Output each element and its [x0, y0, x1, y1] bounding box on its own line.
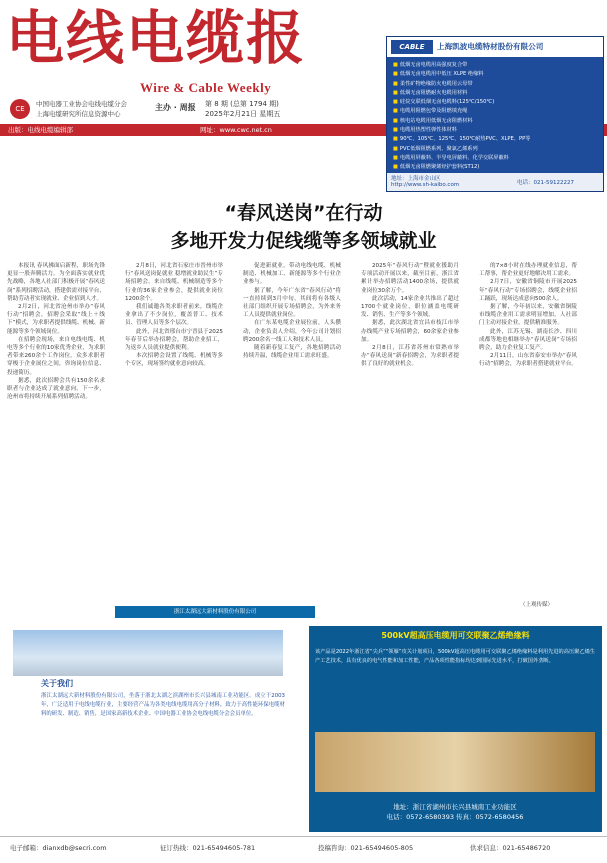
paragraph: 据了解，今年广东省“春风行动”将一直持续到3月中旬，其间将有各级人社部门组织开展专场招聘会，为外来务工人员提供就业岗位。: [243, 287, 341, 319]
organization-logo-icon: CE: [10, 99, 30, 119]
paragraph: 本报讯 春风拂面启新程，职场先锋更显一股奔腾活力。为全面落实就业优先战略，各地人社部门积极开展“春风送岗”系列招聘活动，搭建供需对接平台，帮助劳动者实现就业、企业招到人才。: [7, 263, 105, 302]
paragraph: 本次招聘会设置了线缆、机械等多个专区，现场签约就业意向较高。: [125, 353, 223, 368]
paragraph: 据了解，今年初以来，安徽省铜陵市线缆企业用工需求明显增加，人社部门主动对接企业，提供精准服务。: [479, 304, 577, 327]
ad-phone: 电话：021-59122227: [517, 180, 574, 186]
footer-supply: 供求信息：021-65486720: [470, 844, 551, 852]
issue-date: 2025年2月21日 星期五: [205, 110, 281, 118]
paragraph: 2月2日，河北省沧州市举办“春风行动”招聘会，招聘会采取“线上＋线下”模式，为求职者提供线缆、机械、新能源等多个领域岗位。: [7, 304, 105, 335]
host-label: 主办 · 周报: [155, 103, 196, 112]
paragraph: 的7×8小时在线办理就业信息，帮工帮事，帮企业更好地解决用工需求。: [479, 263, 577, 278]
organization-info: [36, 99, 127, 119]
product-description: 该产品是2022年浙江省“尖兵”“领雁”攻关计划项目，500kV超高压电缆用可交联聚乙烯绝缘料是利用先进的高压聚乙烯生产工艺技术，具有优良的电气性能和加工性能，产品各项性能指标均达到国际先进水平，打破国外垄断。: [315, 649, 595, 664]
ad-item: ■ 柔性矿物绝缘防火电缆用云母带: [393, 80, 473, 87]
paragraph: 据悉，此次湖北省宜昌市枝江市举办线缆产业专场招聘会，60余家企业参加。: [361, 320, 459, 343]
paragraph: 2月8日，河北省石家庄市晋州市举行“春风送岗促就业 稳增就业助民生”专场招聘会。来自线缆、机械制造等多个行业的36家企业参会，提供就业岗位1200余个。: [125, 263, 223, 302]
issue-number: 第 8 期 (总第 1794 期): [205, 100, 279, 108]
org-line-2: 上海电缆研究所信息资源中心: [36, 110, 121, 118]
paragraph: 在广东某电缆企业展位前，人头攒动，企业负责人介绍，今年公司计划招聘200余名一线工人和技术人员。: [243, 320, 341, 343]
ad-item: ■ 90℃、105℃、125℃、150℃耐热PVC、XLPE、PP等: [393, 136, 531, 143]
paragraph: 促进新就业，带动电线电缆、机械制造、机械加工、新能源等多个行业企业参与。: [243, 263, 341, 286]
ad-company-name: 上海凯波电缆特材股份有限公司: [437, 42, 544, 51]
headline-line-1: “春风送岗”在行动: [224, 202, 383, 224]
ad-item: ■ 低烟无卤电缆用中低压 XLPE 绝缘料: [393, 71, 484, 78]
bottom-advertisement: [5, 606, 602, 832]
footer-subscription: 征订热线：021-65494605-781: [160, 844, 256, 852]
about-us-panel: [11, 620, 283, 830]
ad-item: ■ 核电站电缆用低烟无卤阻燃材料: [393, 117, 473, 124]
paragraph: 2025年“春风行动”暨就业援助月专项活动开展以来，截至目前，浙江省累计举办招聘活动1400余场，提供就业岗位30余万个。: [361, 263, 459, 294]
publisher-label: 出版：电线电缆编辑部: [8, 126, 73, 134]
headline-line-2: 多地开发力促线缆等多领域就业: [170, 230, 437, 252]
article-column-2: [125, 262, 223, 600]
article-column-3: [243, 262, 341, 600]
article-column-1: [7, 262, 105, 401]
ad-item: ■ PVC低烟阻燃系列、聚氯乙烯系列: [393, 145, 478, 152]
ad-item: ■ 低烟无卤阻燃聚烯烃护套料(ST12): [393, 164, 480, 171]
paragraph: 我们诚邀各类求职者前来，线缆企业拿出了不少岗位，覆盖普工、技术员、管理人员等多个层次。: [125, 304, 223, 327]
website-link[interactable]: 网址：www.cwc.net.cn: [200, 126, 272, 134]
about-text: 浙江太湖远大新材料股份有限公司，坐落于浙北太湖之滨湖州市长兴县城南工业功能区。成立于2003年，广泛适用于电线电缆行业，主要经营产品为各类电线电缆用高分子材料，致力于高性能环保电缆材料的研发、制造、销售，是国家高新技术企业、中国电器工业协会电线电缆分会会员单位。: [41, 693, 285, 717]
footer-submission: 投稿咨询：021-65494605-805: [318, 844, 414, 852]
paragraph: 据悉，此次招聘会共有150余名求职者与企业达成了就业意向。下一步，沧州市将持续开展系列招聘活动。: [7, 377, 105, 401]
masthead: [0, 0, 607, 190]
paragraph: 2月7日，安徽省铜陵市开展2025年“春风行动”专场招聘会，线缆企业招工踊跃，现场达成意向500余人。: [479, 279, 577, 302]
ad-item: ■ 电缆用屏蔽料、半导电屏蔽料、化学交联屏蔽料: [393, 154, 509, 161]
paragraph: 2月11日，山东省泰安市举办“春风行动”招聘会，为求职者搭建就业平台。: [479, 353, 577, 368]
about-title: 关于我们: [41, 679, 73, 688]
ad-item: ■ 低烟无卤电缆用高强度复合带: [393, 62, 468, 68]
product-photo: [315, 732, 595, 792]
company-logo-icon: CABLE: [391, 40, 433, 54]
paragraph: 此外，江苏无锡、湖南长沙、四川成都等地也相继举办“春风送岗”专场招聘会，助力企业复工复产。: [479, 328, 577, 352]
newspaper-title: 电线电缆报: [6, 4, 307, 72]
newspaper-subtitle: Wire & Cable Weekly: [140, 80, 272, 95]
paragraph: 2月8日，江苏省苏州市常熟市举办“春风送岗”新春招聘会，为求职者提供了良好的就业机会。: [361, 345, 459, 368]
ad-contact: [387, 173, 603, 191]
product-contact: [315, 802, 595, 822]
ad-item: ■ 电缆用热塑性弹性体材料: [393, 127, 457, 134]
page-footer: [0, 836, 607, 863]
issue-info: [205, 99, 280, 119]
paragraph: 此次活动，14家企业共推出了超过1700个就业岗位，职位涵盖电缆研发、销售、生产等多个领域。: [361, 295, 459, 319]
article-source: （上观传媒）: [520, 602, 554, 608]
product-panel: [309, 626, 602, 832]
ad-header: [387, 37, 603, 57]
paragraph: 在招聘会现场，来自电线电缆、机电等多个行业的10家优秀企业，为求职者带来260余个工作岗位。众多求职者穿梭于企业展位之间，咨询岗位信息、投递简历。: [7, 336, 105, 376]
article-column-5: [479, 262, 577, 594]
ad-item: ■ 低烟无卤阻燃耐火电缆用材料: [393, 89, 468, 96]
ad-item: ■ 硅烷交联低烟无卤电缆料(125℃/150℃): [393, 99, 495, 106]
ad-banner: 浙江太湖远大新材料股份有限公司: [115, 606, 315, 618]
ad-address: 地址：上海市金山区: [391, 176, 441, 182]
paragraph: 随着新春复工复产，各地招聘活动持续升温，线缆企业用工需求旺盛。: [243, 345, 341, 360]
ad-website[interactable]: http://www.sh-kaibo.com: [391, 182, 460, 188]
footer-email[interactable]: 电子邮箱：dianxdb@secri.com: [10, 844, 107, 852]
contact-phone: 电话：0572-6580393 传真：0572-6580456: [386, 813, 524, 821]
ad-item: ■ 电缆用阻燃包带及阻燃填充绳: [393, 108, 468, 115]
article-column-4: [361, 262, 459, 600]
ad-product-list: [393, 61, 599, 173]
contact-address: 地址：浙江省湖州市长兴县城南工业功能区: [393, 803, 517, 811]
org-line-1: 中国电器工业协会电线电缆分会: [36, 100, 127, 108]
factory-photo: [13, 630, 283, 676]
product-title: 500kV超高压电缆用可交联聚乙烯绝缘料: [381, 631, 530, 640]
company-advertisement: [386, 36, 604, 192]
paragraph: 此外，河北省邢台市宁晋县于2025年春节后举办招聘会，帮助企业招工，为返乡人员就业提供便利。: [125, 328, 223, 352]
